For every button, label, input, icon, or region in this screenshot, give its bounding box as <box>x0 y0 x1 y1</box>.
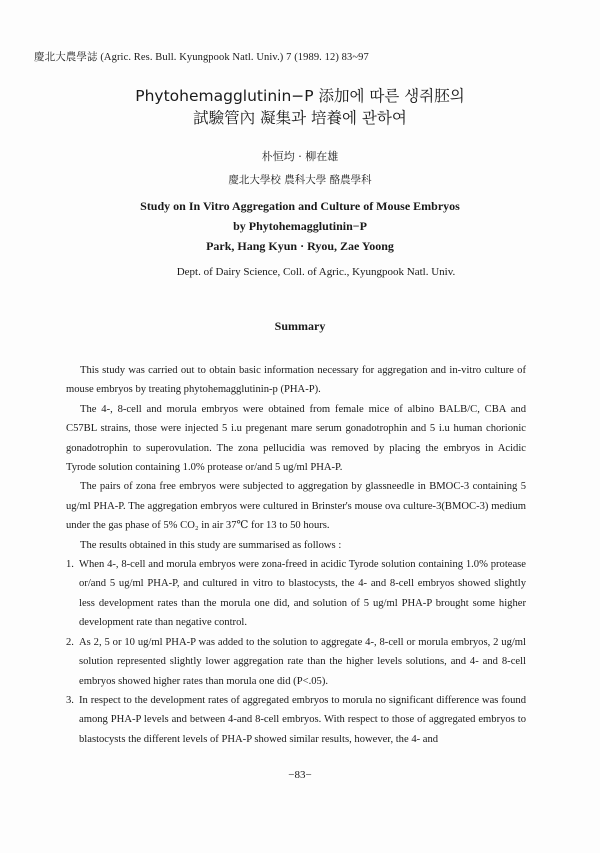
result-item-text: In respect to the development rates of aggregated embryos to morula no significant difference was found among PHA-P levels and between 4-and 8-cell embryos. With respect to those of aggregated embryos to blastocysts the different levels of PHA-P showed similar results, however, the 4- and <box>79 694 526 745</box>
result-item-number: 2. <box>66 636 74 648</box>
journal-citation: 慶北大農學誌 (Agric. Res. Bull. Kyungpook Natl. Univ.) 7 (1989. 12) 83~97 <box>34 52 369 63</box>
result-item-2 <box>66 633 526 691</box>
english-title-line-2: by Phytohemagglutinin−P <box>233 219 367 233</box>
english-authors: Park, Hang Kyun · Ryou, Zae Yoong <box>206 239 394 253</box>
korean-affiliation: 慶北大學校 農科大學 酪農學科 <box>228 174 372 186</box>
result-item-text: When 4-, 8-cell and morula embryos were zona-freed in acidic Tyrode solution containing 1.0% protease or/and 5 ug/ml PHA-P, and cultured in vitro to blastocysts, the 4- and 8-cell embryos showed slightly less development rates than the morula one did, and solution of 5 ug/ml PHA-P brought some higher development rate than negative control. <box>79 559 526 629</box>
summary-body <box>66 361 526 749</box>
summary-paragraph-3: The pairs of zona free embryos were subjected to aggregation by glassneedle in BMOC-3 containing 5 ug/ml PHA-P. The aggregation embryos were cultured in Brinster's mouse ova culture-3(BMOC-3) medium under the gas phase of 5% CO₂ in air 37℃ for 13 to 50 hours. <box>66 481 526 532</box>
result-item-text: As 2, 5 or 10 ug/ml PHA-P was added to the solution to aggregate 4-, 8-cell or morula embryos, 2 ug/ml solution represented slightly lower aggregation rate than the higher levels solutions, and 4- and 8-cell embryos showed higher rates than morula one did (P<.05). <box>79 636 526 687</box>
summary-heading: Summary <box>274 319 326 333</box>
korean-authors: 朴恒均 · 柳在雄 <box>261 150 339 163</box>
result-item-1 <box>66 555 526 633</box>
korean-title-line-1: Phytohemagglutinin−P 添加에 따른 생쥐胚의 <box>135 87 465 105</box>
summary-paragraph-2: The 4-, 8-cell and morula embryos were obtained from female mice of albino BALB/C, CBA and C57BL strains, those were injected 5 i.u pregenant mare serum gonadotrophin and 5 i.u human chorionic gonadotrophin to superovulation. The zona pellucidia was removed by placing the embryos in Acidic Tyrode solution containing 1.0% protease or/and 5 ug/ml PHA-P. <box>66 403 526 474</box>
english-affiliation: Dept. of Dairy Science, Coll. of Agric., Kyungpook Natl. Univ. <box>176 266 456 278</box>
result-item-3 <box>66 691 526 749</box>
page-number: −83− <box>288 769 312 781</box>
english-title-line-1: Study on In Vitro Aggregation and Culture of Mouse Embryos <box>140 199 460 213</box>
result-item-number: 1. <box>66 559 74 571</box>
summary-paragraph-4: The results obtained in this study are summarised as follows : <box>80 539 342 551</box>
result-item-number: 3. <box>66 694 74 706</box>
korean-title-line-2: 試驗管內 凝集과 培養에 관하여 <box>193 109 407 127</box>
summary-paragraph-1: This study was carried out to obtain basic information necessary for aggregation and in-vitro culture of mouse embryos by treating phytohemagglutinin-p (PHA-P). <box>66 365 526 396</box>
